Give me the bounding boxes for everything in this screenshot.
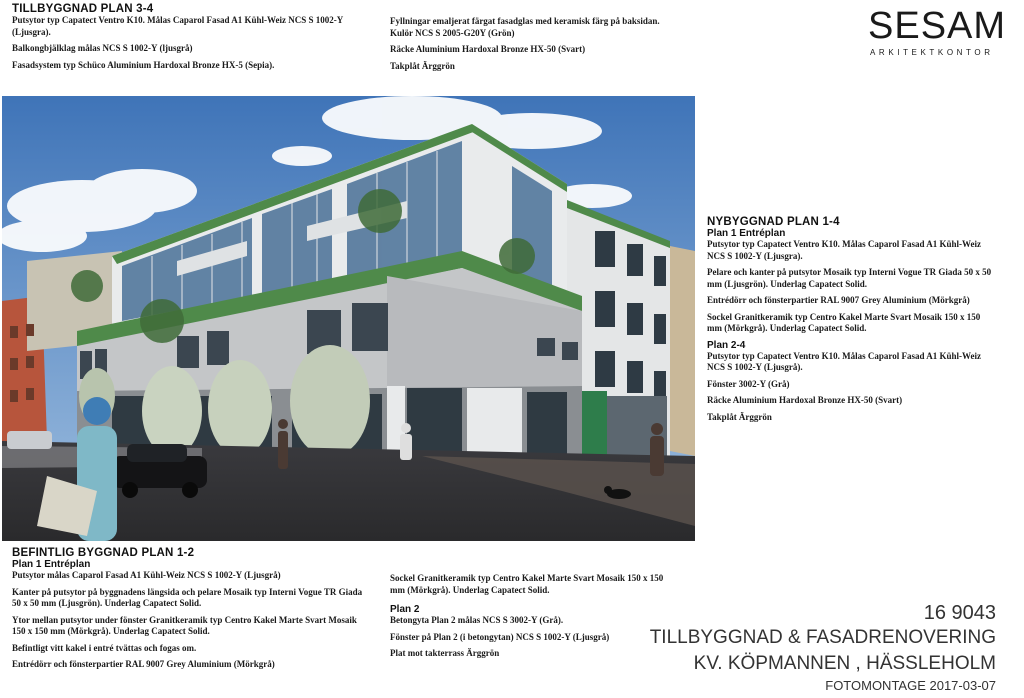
existing-building-spec-block	[12, 547, 367, 676]
spec-line: Fönster 3002-Y (Grå)	[707, 378, 790, 389]
spec-line: Putsytor målas Caparol Fasad A1 Kühl-Weiz NCS S 1002-Y (Ljusgrå)	[12, 570, 281, 580]
spec-line: Räcke Aluminium Hardoxal Bronze HX-50 (Svart)	[390, 44, 586, 54]
new-building-spec-block	[707, 216, 992, 428]
project-title: TILLBYGGNAD & FASADRENOVERING	[649, 627, 996, 648]
new-building-heading: NYBYGGNAD PLAN 1-4	[707, 216, 840, 228]
spec-line: Sockel Granitkeramik typ Centro Kakel Marte Svart Mosaik 150 x 150 mm (Mörkgrå). Underlag Capatect Solid.	[390, 573, 664, 595]
spec-line: Putsytor typ Capatect Ventro K10. Målas Caparol Fasad A1 Kühl-Weiz NCS S 1002-Y (Ljusgrå).	[707, 350, 982, 372]
addition-spec-block-2	[390, 16, 675, 77]
spec-line: Entrédörr och fönsterpartier RAL 9007 Grey Aluminium (Mörkgrå)	[707, 295, 970, 305]
spec-line: Putsytor typ Capatect Ventro K10. Målas Caparol Fasad A1 Kühl-Weiz NCS S 1002-Y (Ljusgra).	[12, 15, 343, 37]
sesam-logo: SESAM	[868, 5, 1007, 47]
plan-2-heading: Plan 2	[390, 604, 420, 615]
montage-date: FOTOMONTAGE 2017-03-07	[825, 678, 996, 693]
existing-building-spec-block-2	[390, 573, 675, 665]
spec-line: Takplåt Ärggrön	[707, 411, 772, 422]
spec-line: Fasadsystem typ Schüco Aluminium Hardoxal Bronze HX-5 (Sepia).	[12, 59, 275, 70]
addition-heading: TILLBYGGNAD PLAN 3-4	[12, 3, 154, 15]
spec-line: Takplåt Ärggrön	[390, 60, 455, 71]
spec-line: Ytor mellan putsytor under fönster Granitkeramik typ Centro Kakel Marte Svart Mosaik 150 x 150 mm (Mörkgrå). Underlag Capatect Solid.	[12, 614, 357, 636]
spec-line: Räcke Aluminium Hardoxal Bronze HX-50 (Svart)	[707, 395, 903, 405]
spec-line: Fönster på Plan 2 (i betongytan) NCS S 1002-Y (Ljusgrå)	[390, 631, 610, 642]
sesam-logo-subtitle: ARKITEKTKONTOR	[870, 48, 994, 57]
spec-line: Kanter på putsytor på byggnadens längsida och pelare Mosaik typ Interni Vogue TR Giada 50 x 50 mm (Ljusgrön). Underlag Capatect Solid.	[12, 586, 363, 608]
project-number: 16 9043	[923, 602, 996, 624]
existing-building-heading: BEFINTLIG BYGGNAD PLAN 1-2	[12, 547, 195, 559]
spec-line: Plat mot takterrass Ärggrön	[390, 648, 500, 658]
spec-line: Putsytor typ Capatect Ventro K10. Målas Caparol Fasad A1 Kühl-Weiz NCS S 1002-Y (Ljusgra).	[707, 239, 982, 261]
new-building-sub1: Plan 1 Entréplan	[707, 228, 786, 239]
photomontage	[2, 96, 695, 541]
spec-line: Entrédörr och fönsterpartier RAL 9007 Grey Aluminium (Mörkgrå)	[12, 659, 275, 669]
photomontage-illustration	[2, 96, 695, 541]
spec-line: Balkongbjälklag målas NCS S 1002-Y (ljusgrå)	[12, 43, 193, 53]
spec-line: Fyllningar emaljerat färgat fasadglas med keramisk färg på baksidan. Kulör NCS S 2005-G20Y (Grön)	[390, 16, 660, 38]
spec-line: Betongyta Plan 2 målas NCS S 3002-Y (Grå).	[390, 615, 564, 625]
project-location: KV. KÖPMANNEN , HÄSSLEHOLM	[693, 653, 996, 674]
new-building-sub2: Plan 2-4	[707, 339, 746, 351]
spec-line: Sockel Granitkeramik typ Centro Kakel Marte Svart Mosaik 150 x 150 mm (Mörkgrå). Underlag Capatect Solid.	[707, 311, 981, 333]
addition-spec-block	[12, 3, 372, 76]
spec-line: Pelare och kanter på putsytor Mosaik typ Interni Vogue TR Giada 50 x 50 mm (Ljusgrön). Underlag Capatect Solid.	[707, 267, 992, 289]
spec-line: Befintligt vitt kakel i entré tvättas och fogas om.	[12, 642, 197, 653]
existing-building-sub: Plan 1 Entréplan	[12, 559, 91, 570]
